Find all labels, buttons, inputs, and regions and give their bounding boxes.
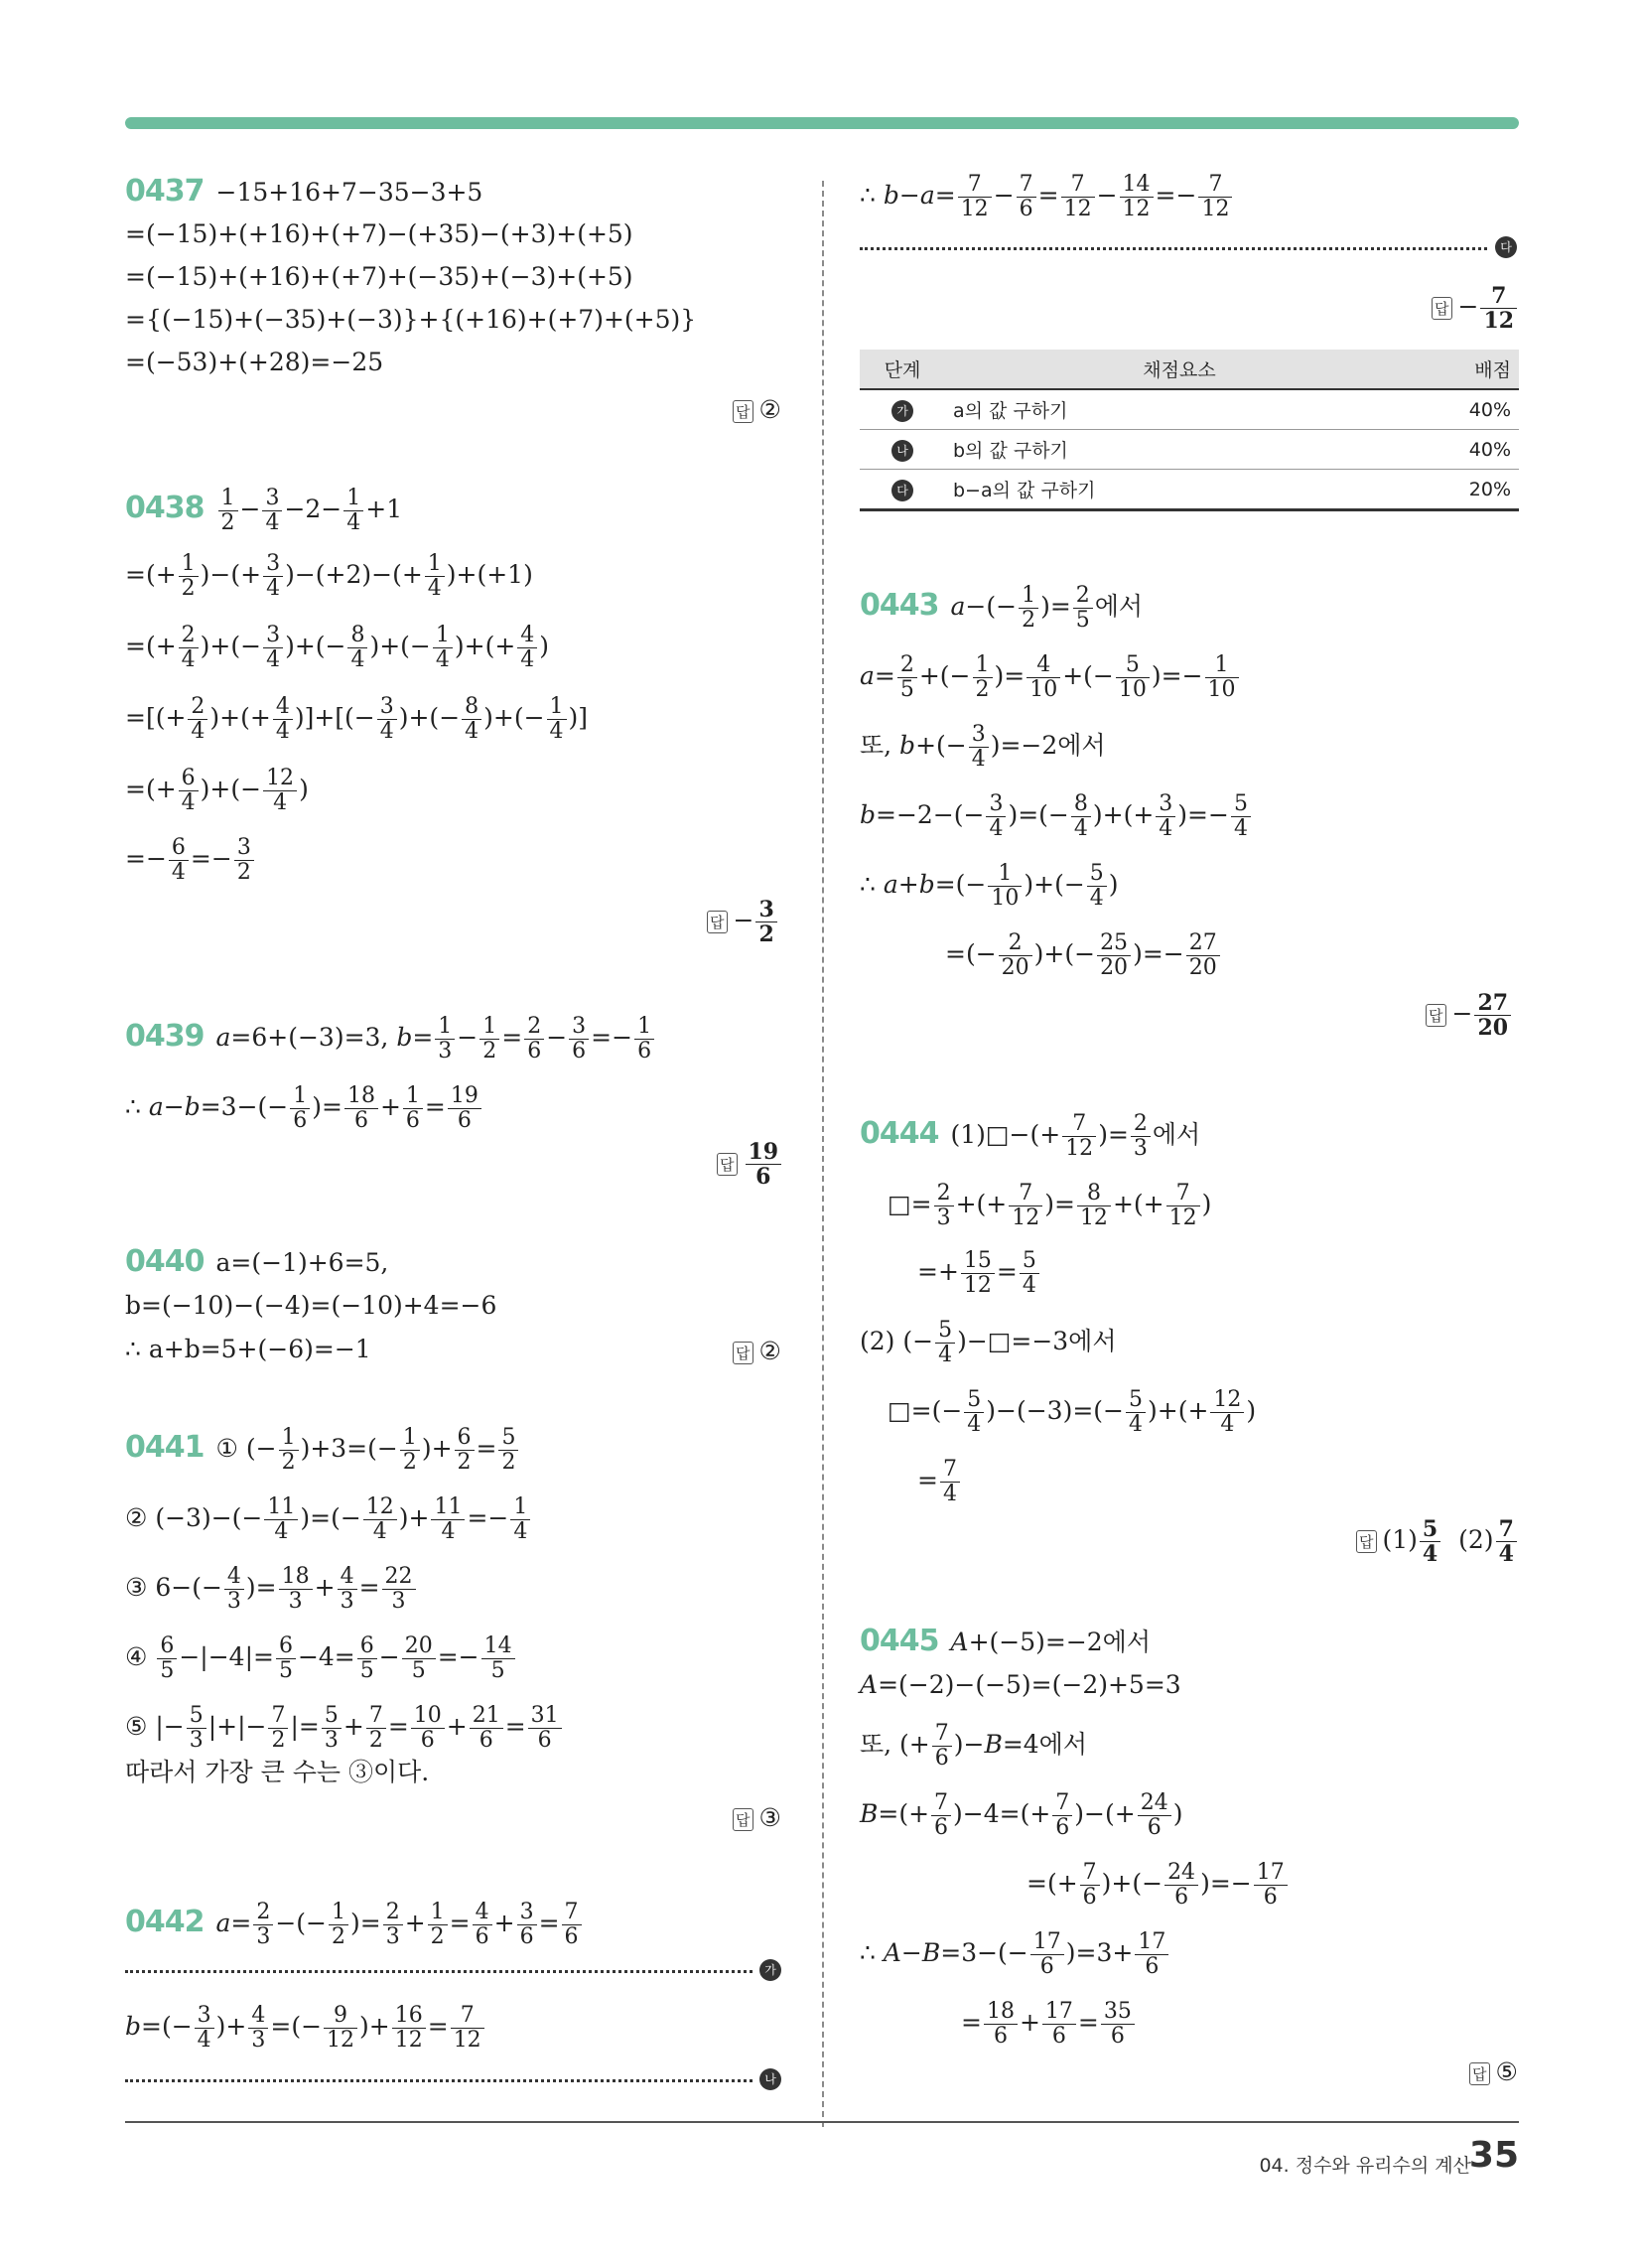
- problem-0445-line-6: ∴ A−B=3−(− $\frac{17}{6}$ )=3+ $\frac{17}{6}$: [860, 1930, 1170, 1979]
- problem-number: 0437: [125, 174, 205, 209]
- problem-0438-line-3: =(+ $\frac{2}{4}$ )+(− $\frac{3}{4}$ )+(− $\frac{8}{4}$ )+(− $\frac{1}{4}$ )+(+ $\frac{4}{4}$ ): [125, 623, 550, 672]
- answer-icon: 답: [733, 400, 753, 423]
- problem-number: 0439: [125, 1019, 205, 1054]
- problem-0441-line-4: ④ $\frac{6}{5}$ −|−4|= $\frac{6}{5}$ −4= $\frac{6}{5}$ − $\frac{20}{5}$ =− $\frac{14}{5}$: [125, 1634, 517, 1683]
- problem-number: 0441: [125, 1430, 205, 1465]
- scoring-table: [860, 350, 1519, 511]
- problem-0444-line-2: □= $\frac{2}{3}$ +(+ $\frac{7}{12}$ )= $\frac{8}{12}$ +(+ $\frac{7}{12}$ ): [888, 1181, 1212, 1230]
- problem-0443-line-2: a= $\frac{2}{5}$ +(− $\frac{1}{2}$ )= $\frac{4}{10}$ +(− $\frac{5}{10}$ )=− $\frac{1}{10}$: [860, 653, 1241, 702]
- problem-0438-line-1: 0438 $\frac{1}{2}$ − $\frac{3}{4}$ −2− $\frac{1}{4}$ +1: [125, 486, 403, 535]
- chapter-title: 04. 정수와 유리수의 계산: [1259, 2155, 1471, 2177]
- table-header: 배점: [1414, 350, 1519, 389]
- answer-icon: 답: [1432, 297, 1452, 320]
- problem-0445-line-3: 또, (+ $\frac{7}{6}$ )−B=4에서: [860, 1721, 1087, 1771]
- answer-0443: 답 − $\frac{27}{20}$: [1426, 991, 1513, 1040]
- answer-0438: 답 − $\frac{3}{2}$: [707, 898, 779, 946]
- problem-0440-line-3: ∴ a+b=5+(−6)=−1: [125, 1335, 371, 1363]
- problem-0445-line-4: B=(+ $\frac{7}{6}$ )−4=(+ $\frac{7}{6}$ )−(+ $\frac{24}{6}$ ): [860, 1790, 1183, 1840]
- problem-0442-line-3: ∴ b−a= $\frac{7}{12}$ − $\frac{7}{6}$ = $\frac{7}{12}$ − $\frac{14}{12}$ =− $\frac{7}{12}$: [860, 173, 1234, 221]
- dotted-separator: [125, 1970, 753, 1973]
- footer-rule: [125, 2121, 1519, 2123]
- problem-number: 0443: [860, 588, 939, 623]
- column-divider: [822, 181, 824, 2127]
- problem-0441-line-1: 0441 ① (− $\frac{1}{2}$ )+3=(− $\frac{1}{2}$ )+ $\frac{6}{2}$ = $\frac{5}{2}$: [125, 1426, 520, 1475]
- problem-0437-line-3: =(−15)+(+16)+(+7)+(−35)+(−3)+(+5): [125, 262, 633, 291]
- table-cell: 40%: [1414, 430, 1519, 470]
- problem-0438-line-6: =− $\frac{6}{4}$ =− $\frac{3}{2}$: [125, 836, 256, 885]
- table-row: [860, 430, 1519, 470]
- answer-icon: 답: [1426, 1004, 1446, 1027]
- problem-0442-line-2: b=(− $\frac{3}{4}$ )+ $\frac{4}{3}$ =(− $\frac{9}{12}$ )+ $\frac{16}{12}$ = $\frac{7}{12}$: [125, 2004, 486, 2053]
- problem-0445-line-5: =(+ $\frac{7}{6}$ )+(− $\frac{24}{6}$ )=− $\frac{17}{6}$: [1026, 1861, 1290, 1910]
- top-accent-bar: [125, 117, 1519, 129]
- problem-0440-line-2: b=(−10)−(−4)=(−10)+4=−6: [125, 1291, 497, 1320]
- problem-0444-line-6: = $\frac{7}{4}$: [917, 1458, 962, 1506]
- problem-0444-line-5: □=(− $\frac{5}{4}$ )−(−3)=(− $\frac{5}{4}$ )+(+ $\frac{12}{4}$ ): [888, 1387, 1257, 1437]
- problem-0445-line-2: A=(−2)−(−5)=(−2)+5=3: [860, 1670, 1181, 1699]
- table-cell: b−a의 값 구하기: [945, 470, 1414, 510]
- problem-0442-line-1: 0442 a= $\frac{2}{3}$ −(− $\frac{1}{2}$ )= $\frac{2}{3}$ + $\frac{1}{2}$ = $\frac{4}{6}$ + $\frac{3}{6}$ = $\frac{7}{6}$: [125, 1901, 584, 1949]
- problem-number: 0442: [125, 1905, 205, 1939]
- table-header: 채점요소: [945, 350, 1414, 389]
- table-cell: a의 값 구하기: [945, 389, 1414, 430]
- dotted-separator: [860, 247, 1487, 250]
- answer-icon: 답: [733, 1808, 753, 1831]
- answer-icon: 답: [707, 911, 728, 933]
- problem-0437-line-1: 0437 −15+16+7−35−3+5: [125, 174, 483, 209]
- problem-0444-line-4: (2) (− $\frac{5}{4}$ )−□=−3에서: [860, 1318, 1117, 1367]
- table-row: [860, 389, 1519, 430]
- problem-0441-conclusion: 따라서 가장 큰 수는 ③이다.: [125, 1758, 430, 1786]
- problem-0439-line-1: 0439 a=6+(−3)=3, b= $\frac{1}{3}$ − $\frac{1}{2}$ = $\frac{2}{6}$ − $\frac{3}{6}$ =− $\frac{1}{6}$: [125, 1015, 656, 1063]
- problem-0443-line-3: 또, b+(− $\frac{3}{4}$ )=−2에서: [860, 722, 1106, 772]
- problem-number: 0445: [860, 1624, 939, 1658]
- problem-0441-line-3: ③ 6−(− $\frac{4}{3}$ )= $\frac{18}{3}$ + $\frac{4}{3}$ = $\frac{22}{3}$: [125, 1565, 418, 1614]
- problem-number: 0438: [125, 491, 205, 525]
- answer-0441: 답 ③: [733, 1803, 781, 1832]
- problem-0441-line-2: ② (−3)−(− $\frac{11}{4}$ )=(− $\frac{12}{4}$ )+ $\frac{11}{4}$ =− $\frac{1}{4}$: [125, 1495, 532, 1544]
- step-marker-da: 다: [1495, 236, 1517, 258]
- table-header: 단계: [860, 350, 945, 389]
- problem-0443-line-1: 0443 a−(− $\frac{1}{2}$ )= $\frac{2}{5}$ 에서: [860, 583, 1144, 633]
- answer-0439: 답 $\frac{19}{6}$: [717, 1140, 783, 1189]
- table-cell: 20%: [1414, 470, 1519, 510]
- answer-0437: 답 ②: [733, 395, 781, 424]
- problem-0438-line-2: =(+ $\frac{1}{2}$ )−(+ $\frac{3}{4}$ )−(+2)−(+ $\frac{1}{4}$ )+(+1): [125, 551, 533, 601]
- answer-icon: 답: [1356, 1530, 1377, 1553]
- step-marker: 가: [891, 400, 913, 422]
- step-marker-ga: 가: [759, 1959, 781, 1981]
- problem-0443-line-4: b=−2−(− $\frac{3}{4}$ )=(− $\frac{8}{4}$ )+(+ $\frac{3}{4}$ )=− $\frac{5}{4}$: [860, 792, 1253, 841]
- problem-0445-line-1: 0445 A+(−5)=−2에서: [860, 1624, 1151, 1658]
- table-row: [860, 470, 1519, 510]
- answer-icon: 답: [1469, 2062, 1490, 2085]
- problem-0438-line-5: =(+ $\frac{6}{4}$ )+(− $\frac{12}{4}$ ): [125, 766, 309, 815]
- problem-0444-line-1: 0444 (1)□−(+ $\frac{7}{12}$ )= $\frac{2}{3}$ 에서: [860, 1111, 1201, 1161]
- answer-0445: 답 ⑤: [1469, 2057, 1518, 2086]
- problem-0443-line-6: =(− $\frac{2}{20}$ )+(− $\frac{25}{20}$ )=− $\frac{27}{20}$: [945, 931, 1222, 980]
- answer-0444: 답 (1) $\frac{5}{4}$ (2) $\frac{7}{4}$: [1356, 1517, 1519, 1566]
- step-marker-na: 나: [759, 2068, 781, 2090]
- problem-0444-line-3: =+ $\frac{15}{12}$ = $\frac{5}{4}$: [917, 1249, 1041, 1298]
- problem-0445-line-7: = $\frac{18}{6}$ + $\frac{17}{6}$ = $\frac{35}{6}$: [961, 2000, 1137, 2049]
- problem-0437-line-4: ={(−15)+(−35)+(−3)}+{(+16)+(+7)+(+5)}: [125, 305, 697, 334]
- page-number: 35: [1468, 2135, 1519, 2176]
- step-marker: 다: [891, 480, 913, 501]
- problem-0440-line-1: 0440 a=(−1)+6=5,: [125, 1244, 389, 1279]
- answer-0442: 답 − $\frac{7}{12}$: [1432, 284, 1519, 333]
- table-cell: 40%: [1414, 389, 1519, 430]
- problem-number: 0440: [125, 1244, 205, 1279]
- problem-0441-line-5: ⑤ |− $\frac{5}{3}$ |+|− $\frac{7}{2}$ |= $\frac{5}{3}$ + $\frac{7}{2}$ = $\frac{10}{6}$ + $\frac{21}{6}$ = $\frac{31}{6}$: [125, 1704, 564, 1753]
- problem-0437-line-2: =(−15)+(+16)+(+7)−(+35)−(+3)+(+5): [125, 219, 633, 248]
- answer-0440: 답 ②: [733, 1337, 781, 1365]
- problem-0439-line-2: ∴ a−b=3−(− $\frac{1}{6}$ )= $\frac{18}{6}$ + $\frac{1}{6}$ = $\frac{19}{6}$: [125, 1084, 483, 1133]
- problem-0438-line-4: =[(+ $\frac{2}{4}$ )+(+ $\frac{4}{4}$ )]+[(− $\frac{3}{4}$ )+(− $\frac{8}{4}$ )+(− $\frac{1}{4}$ )]: [125, 694, 589, 744]
- answer-icon: 답: [717, 1153, 738, 1176]
- problem-number: 0444: [860, 1116, 939, 1151]
- step-marker: 나: [891, 440, 913, 462]
- table-cell: b의 값 구하기: [945, 430, 1414, 470]
- dotted-separator: [125, 2079, 753, 2082]
- problem-0443-line-5: ∴ a+b=(− $\frac{1}{10}$ )+(− $\frac{5}{4}$ ): [860, 861, 1119, 911]
- problem-0437-line-5: =(−53)+(+28)=−25: [125, 348, 384, 376]
- answer-icon: 답: [733, 1342, 753, 1364]
